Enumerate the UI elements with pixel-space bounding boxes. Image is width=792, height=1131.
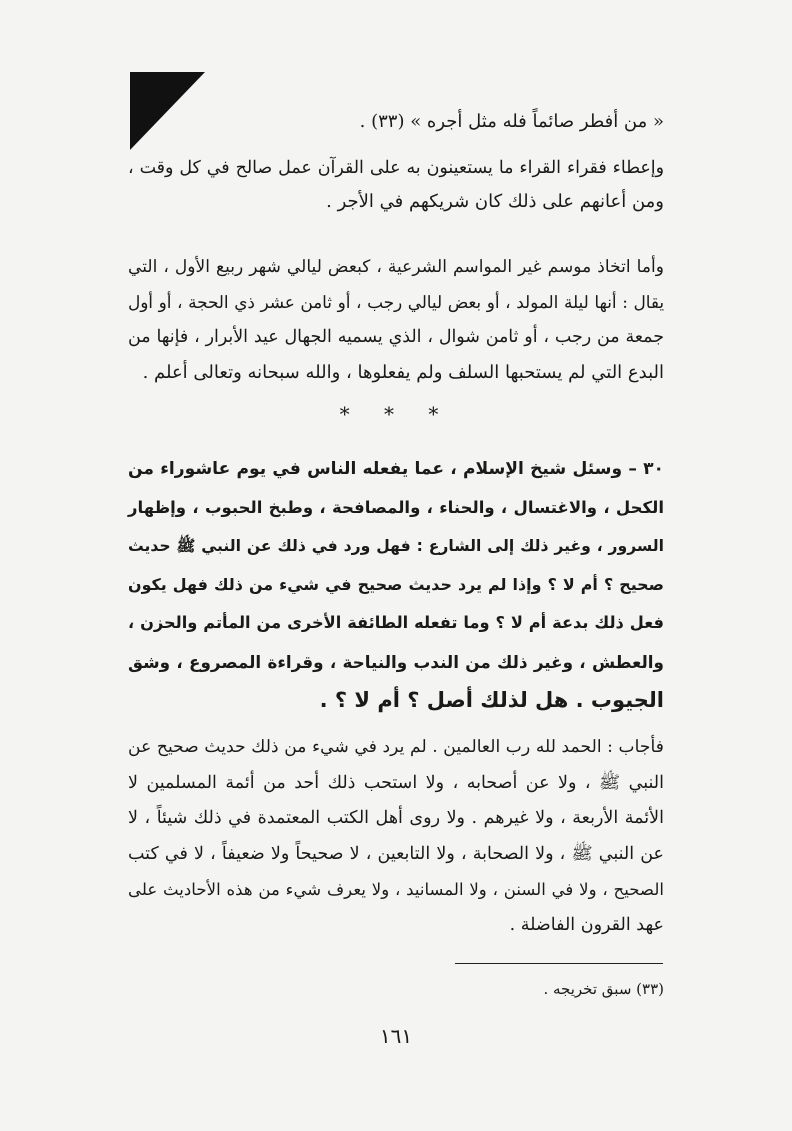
paragraph-seasons: [128, 250, 664, 390]
footnote: (٣٣) سبق تخريجه .: [543, 980, 664, 998]
text-line: جمعة من رجب ، أو ثامن شوال ، الذي يسميه الجهال عيد الأبرار ، فإنها من: [128, 327, 664, 347]
text-line: « من أفطر صائماً فله مثل أجره » (٣٣) .: [359, 111, 664, 132]
footnote-divider: [455, 963, 663, 964]
paragraph-hadith-quote: [128, 104, 664, 140]
answer-line: عهد القرون الفاضلة .: [509, 914, 664, 935]
question-line: صحيح ؟ أم لا ؟ وإذا لم يرد حديث صحيح في شيء من ذلك فهل يكون: [128, 574, 664, 594]
question-line: السرور ، وغير ذلك إلى الشارع : فهل ورد في ذلك عن النبي ﷺ حديث: [128, 537, 664, 555]
answer-line: النبي ﷺ ، ولا عن أصحابه ، ولا استحب ذلك أحد من أئمة المسلمين لا: [128, 772, 664, 793]
question-line: فعل ذلك بدعة أم لا ؟ وما تفعله الطائفة الأخرى من المأتم والحزن ،: [128, 613, 664, 632]
answer-line: الصحيح ، ولا في السنن ، ولا المسانيد ، ولا يعرف شيء من هذه الأحاديث على: [128, 880, 664, 899]
answer-line: فأجاب : الحمد لله رب العالمين . لم يرد في شيء من ذلك حديث صحيح عن: [128, 737, 664, 757]
question-line: الكحل ، والاغتسال ، والحناء ، والمصافحة ، وطبخ الحبوب ، وإظهار: [128, 497, 664, 517]
text-line: يقال : أنها ليلة المولد ، أو بعض ليالي رجب ، أو ثامن عشر ذي الحجة ، أو أول: [128, 292, 664, 312]
question-heading: [128, 450, 664, 720]
paragraph-helping-readers: [128, 152, 664, 218]
page-number: ١٦١: [379, 1024, 413, 1048]
text-line: وإعطاء فقراء القراء ما يستعينون به على القرآن عمل صالح في كل وقت ،: [128, 158, 664, 178]
question-line: ٣٠ – وسئل شيخ الإسلام ، عما يفعله الناس في يوم عاشوراء من: [128, 459, 664, 479]
text-line: البدع التي لم يستحبها السلف ولم يفعلوها ، والله سبحانه وتعالى أعلم .: [142, 362, 664, 383]
answer-line: الأئمة الأربعة ، ولا غيرهم . ولا روى أهل الكتب المعتمدة في ذلك شيئاً ، لا: [128, 808, 664, 828]
answer-paragraph: [128, 730, 664, 943]
text-line: ومن أعانهم على ذلك كان شريكهم في الأجر .: [326, 191, 664, 212]
text-line: وأما اتخاذ موسم غير المواسم الشرعية ، كبعض ليالي شهر ربيع الأول ، التي: [128, 257, 664, 277]
answer-line: عن النبي ﷺ ، ولا الصحابة ، ولا التابعين ، لا صحيحاً ولا ضعيفاً ، لا في كتب: [128, 843, 664, 864]
section-separator: * * *: [339, 402, 453, 426]
question-line: والعطش ، وغير ذلك من الندب والنياحة ، وقراءة المصروع ، وشق: [128, 651, 664, 672]
question-line: الجيوب . هل لذلك أصل ؟ أم لا ؟ .: [319, 688, 664, 712]
